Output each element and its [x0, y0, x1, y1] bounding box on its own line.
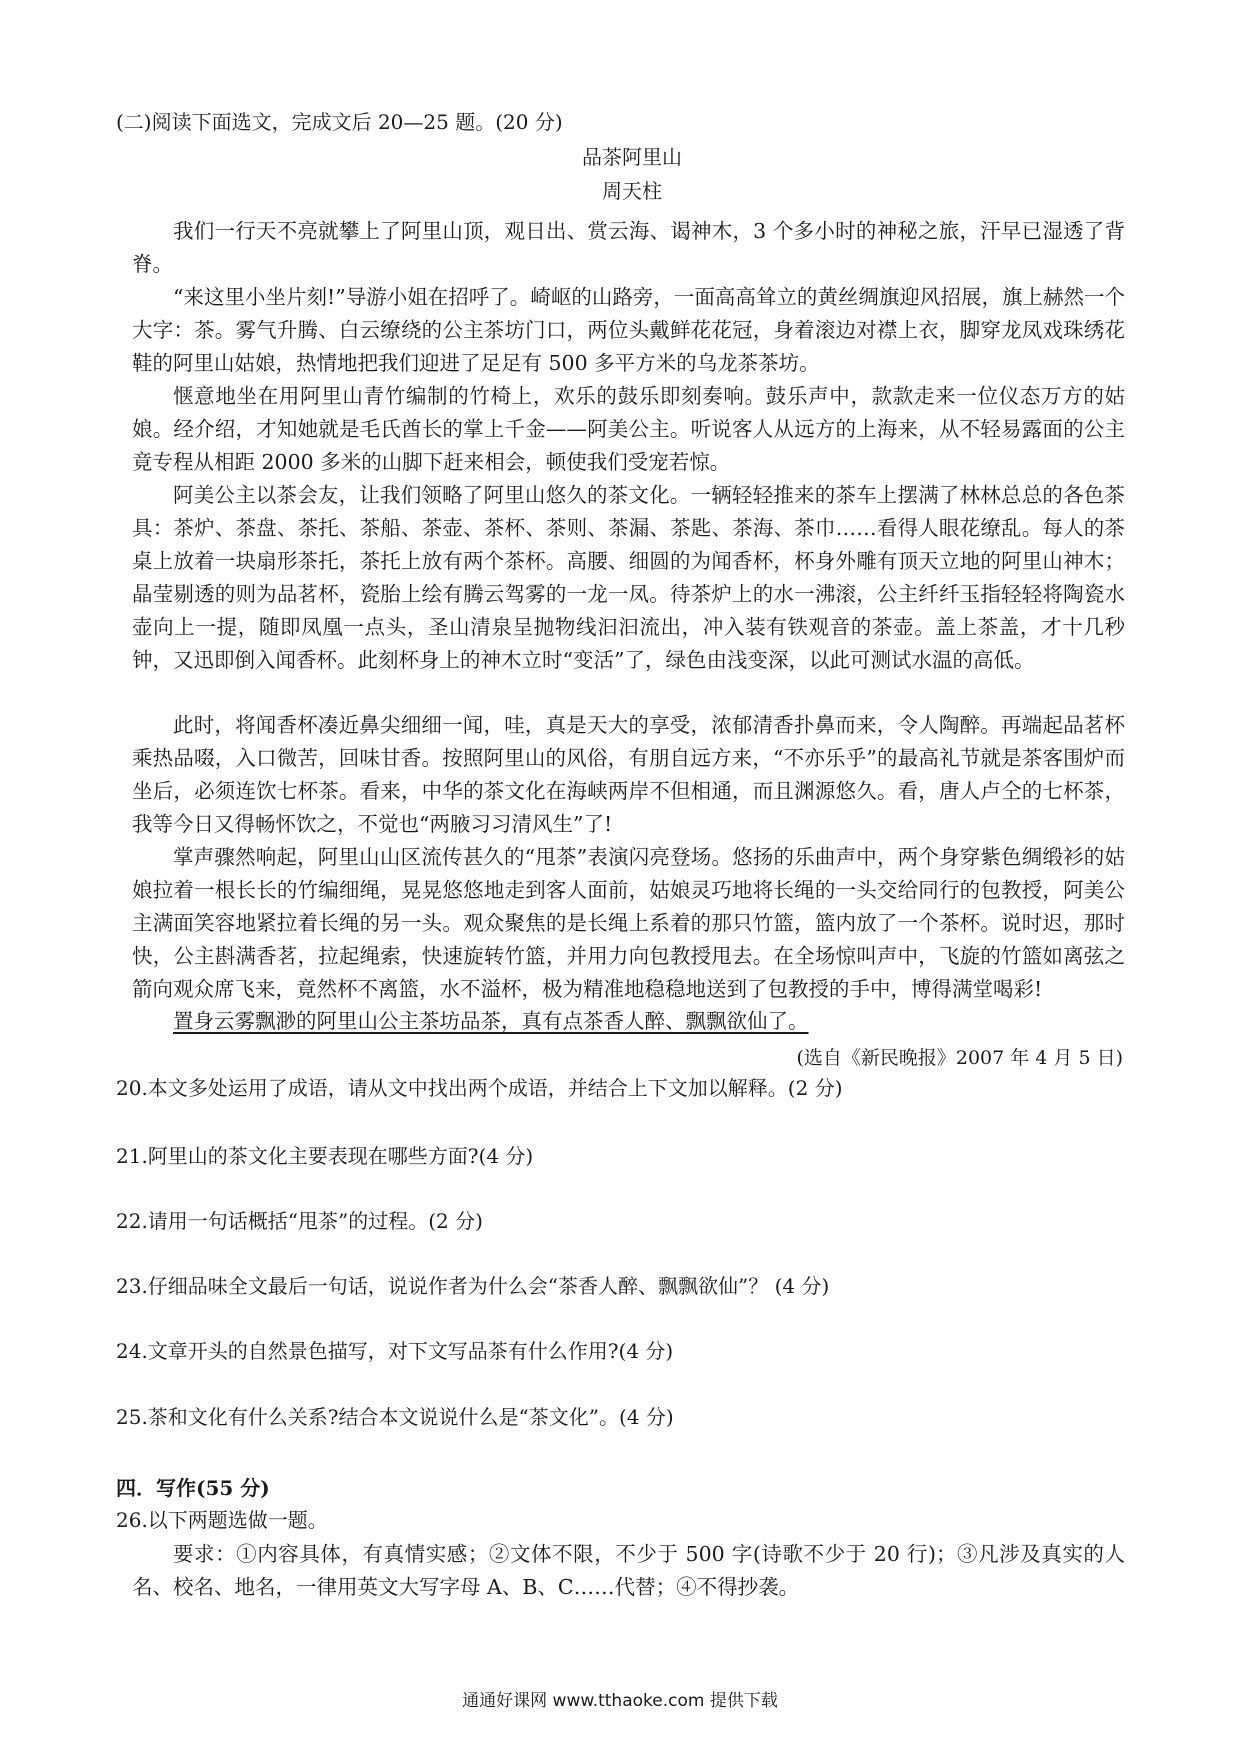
- page-footer: 通通好课网 www.tthaoke.com 提供下载: [462, 1691, 778, 1711]
- paragraph-3: 惬意地坐在用阿里山青竹编制的竹椅上，欢乐的鼓乐即刻奏响。鼓乐声中，款款走来一位仪态万方的姑娘。经介绍，才知她就是毛氏酋长的掌上千金——阿美公主。听说客人从远方的上海来，从不轻易露面的公主竟专程从相距 2000 多米的山脚下赶来相会，顿使我们受宠若惊。: [132, 384, 1125, 474]
- writing-prompt: 26.以下两题选做一题。: [116, 1508, 328, 1532]
- paragraph-4: 阿美公主以茶会友，让我们领略了阿里山悠久的茶文化。一辆轻轻推来的茶车上摆满了林林总总的各色茶具：茶炉、茶盘、茶托、茶船、茶壶、茶杯、茶则、茶漏、茶匙、茶海、茶巾……看得人眼花缭乱。每人的茶桌上放着一块扇形茶托，茶托上放有两个茶杯。高腰、细圆的为闻香杯，杯身外雕有顶天立地的阿里山神木；晶莹剔透的则为品茗杯，瓷胎上绘有腾云驾雾的一龙一凤。待茶炉上的水一沸滚，公主纤纤玉指轻轻将陶瓷水壶向上一提，随即凤凰一点头，圣山清泉呈抛物线汩汩流出，冲入装有铁观音的茶壶。盖上茶盖，才十几秒钟，又迅即倒入闻香杯。此刻杯身上的神木立时“变活”了，绿色由浅变深，以此可测试水温的高低。: [132, 483, 1125, 672]
- writing-requirements: 要求：①内容具体，有真情实感；②文体不限，不少于 500 字(诗歌不少于 20 行)；③凡涉及真实的人名、校名、地名，一律用英文大写字母 A、B、C……代替；④不得抄袭。: [132, 1542, 1125, 1599]
- paragraph-5: 此时，将闻香杯凑近鼻尖细细一闻，哇，真是天大的享受，浓郁清香扑鼻而来，令人陶醉。再端起品茗杯乘热品啜，入口微苦，回味甘香。按照阿里山的风俗，有朋自远方来，“不亦乐乎”的最高礼节就是茶客围炉而坐后，必须连饮七杯茶。看来，中华的茶文化在海峡两岸不但相通，而且渊源悠久。看，唐人卢仝的七杯茶，我等今日又得畅怀饮之，不觉也“两腋习习清风生”了!: [132, 713, 1125, 836]
- article-author: 周天柱: [602, 179, 662, 203]
- question-21: 21.阿里山的茶文化主要表现在哪些方面?(4 分): [116, 1144, 534, 1168]
- article-source: (选自《新民晚报》2007 年 4 月 5 日): [796, 1047, 1123, 1069]
- section-intro: (二)阅读下面选文，完成文后 20—25 题。(20 分): [116, 110, 563, 134]
- question-25: 25.茶和文化有什么关系?结合本文说说什么是“茶文化”。(4 分): [116, 1405, 674, 1429]
- writing-heading: 四．写作(55 分): [116, 1476, 270, 1500]
- question-22: 22.请用一句话概括“甩茶”的过程。(2 分): [116, 1209, 483, 1233]
- paragraph-1: 我们一行天不亮就攀上了阿里山顶，观日出、赏云海、谒神木，3 个多小时的神秘之旅，汗早已湿透了背脊。: [132, 219, 1125, 276]
- article-title: 品茶阿里山: [582, 145, 682, 169]
- question-20: 20.本文多处运用了成语，请从文中找出两个成语，并结合上下文加以解释。(2 分): [116, 1076, 843, 1100]
- question-24: 24.文章开头的自然景色描写，对下文写品茶有什么作用?(4 分): [116, 1339, 674, 1363]
- paragraph-7-underlined: 置身云雾飘渺的阿里山公主茶坊品茶，真有点茶香人醉、飘飘欲仙了。: [173, 1009, 809, 1033]
- question-23: 23.仔细品味全文最后一句话，说说作者为什么会“茶香人醉、飘飘欲仙”？ (4 分): [116, 1274, 830, 1298]
- paragraph-2: “来这里小坐片刻!”导游小姐在招呼了。崎岖的山路旁，一面高高耸立的黄丝绸旗迎风招展，旗上赫然一个大字：茶。雾气升腾、白云缭绕的公主茶坊门口，两位头戴鲜花花冠，身着滚边对襟上衣，脚穿龙凤戏珠绣花鞋的阿里山姑娘，热情地把我们迎进了足足有 500 多平方米的乌龙茶茶坊。: [132, 285, 1125, 375]
- paragraph-6: 掌声骤然响起，阿里山山区流传甚久的“甩茶”表演闪亮登场。悠扬的乐曲声中，两个身穿紫色绸缎衫的姑娘拉着一根长长的竹编细绳，晃晃悠悠地走到客人面前，姑娘灵巧地将长绳的一头交给同行的包教授，阿美公主满面笑容地紧拉着长绳的另一头。观众聚焦的是长绳上系着的那只竹篮，篮内放了一个茶杯。说时迟，那时快，公主斟满香茗，拉起绳索，快速旋转竹篮，并用力向包教授甩去。在全场惊叫声中，飞旋的竹篮如离弦之箭向观众席飞来，竟然杯不离篮，水不溢杯，极为精准地稳稳地送到了包教授的手中，博得满堂喝彩!: [132, 845, 1125, 1001]
